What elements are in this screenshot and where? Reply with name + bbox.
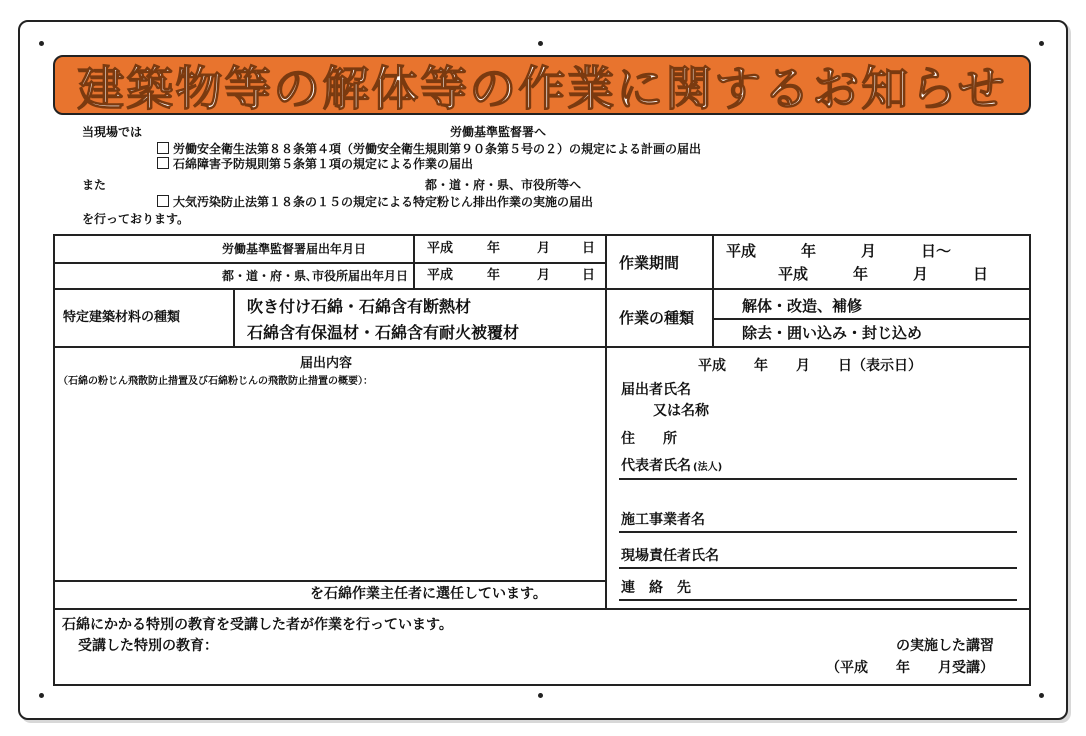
- table-line: [233, 288, 235, 348]
- representative-text: 代表者氏名: [621, 458, 691, 474]
- date-month: 月: [537, 268, 551, 283]
- sign-title: [53, 55, 1031, 115]
- contractor-label: 施工事業者名: [621, 512, 705, 528]
- table-line: [53, 346, 1031, 348]
- title-text: 建築物等の解体等の作業に関するお知らせ: [77, 61, 1007, 117]
- material-line-1: 吹き付け石綿・石綿含有断熱材: [247, 297, 472, 316]
- education-label: 受講した特別の教育：: [78, 638, 218, 654]
- site-manager-label: 現場責任者氏名: [621, 548, 719, 564]
- work-type-line-1: 解体・改造、補修: [742, 297, 863, 315]
- table-line: [53, 608, 1031, 610]
- mount-hole: [39, 41, 44, 46]
- or-name: 又は名称: [653, 403, 709, 419]
- labor-date-label: 労働基準監督署届出年月日: [222, 242, 367, 256]
- date-era: 平成: [427, 241, 454, 256]
- date-era: 平成: [427, 268, 454, 283]
- notice-item-1: [157, 142, 701, 156]
- table-line: [712, 234, 714, 348]
- content-note: （石綿の粉じん飛散防止措置及び石綿粉じんの飛散防止措置の概要）：: [58, 376, 373, 387]
- display-date: 平成 年 月 日（表示日）: [698, 358, 922, 374]
- course-date: （平成 年 月受講）: [826, 660, 994, 676]
- applicant-name: 届出者氏名: [621, 382, 691, 398]
- mount-hole: [538, 41, 543, 46]
- mount-hole: [1039, 41, 1044, 46]
- notice-item-3-text: 大気汚染防止法第１８条の１５の規定による特定粉じん排出作業の実施の届出: [173, 195, 594, 209]
- mount-hole: [1039, 693, 1044, 698]
- table-line: [712, 318, 1031, 320]
- table-line: [413, 234, 415, 290]
- date-year: 年: [487, 268, 501, 283]
- pref-date-label: 都・道・府・県､市役所届出年月日: [222, 269, 409, 283]
- mount-hole: [39, 693, 44, 698]
- table-divider: [605, 234, 607, 610]
- notice-item-1-text: 労働安全衛生法第８８条第４項（労働安全衛生規則第９０条第５号の２）の規定による計画の届出: [173, 142, 702, 156]
- period-label: 作業期間: [619, 254, 680, 272]
- notice-item-2-text: 石綿障害予防規則第５条第１項の規定による作業の届出: [173, 157, 474, 171]
- date-year: 年: [487, 241, 501, 256]
- material-line-2: 石綿含有保温材・石綿含有耐火被覆材: [247, 323, 520, 342]
- period-start: 平成 年 月 日～: [726, 242, 952, 260]
- notice-intro: 当現場では: [82, 125, 143, 139]
- period-end: 平成 年 月 日: [778, 265, 989, 283]
- notice-item-2: [157, 157, 473, 171]
- prefecture-office: 都・道・府・県、市役所等へ: [425, 178, 582, 192]
- content-label: 届出内容: [300, 356, 353, 371]
- date-month: 月: [537, 241, 551, 256]
- address-label: 住 所: [621, 431, 677, 447]
- table-line: [53, 580, 606, 582]
- work-type-line-2: 除去・囲い込み・封じ込め: [742, 324, 923, 342]
- mount-hole: [538, 693, 543, 698]
- signature-line: [619, 567, 1017, 569]
- checkbox: [157, 157, 169, 169]
- table-line: [53, 288, 1031, 290]
- labor-office: 労働基準監督署へ: [450, 125, 547, 139]
- representative-label: [621, 458, 722, 476]
- contact-label: 連 絡 先: [621, 580, 691, 596]
- course-done: の実施した講習: [896, 638, 994, 654]
- notice-also: また: [82, 178, 107, 192]
- corp-text: (法人): [693, 462, 723, 473]
- signature-line: [619, 478, 1017, 480]
- work-type-label: 作業の種類: [619, 309, 695, 327]
- notice-item-3: [157, 195, 593, 209]
- education-line: 石綿にかかる特別の教育を受講した者が作業を行っています。: [62, 617, 453, 633]
- date-day: 日: [582, 241, 596, 256]
- notice-closing: を行っております。: [82, 212, 190, 226]
- signature-line: [619, 599, 1017, 601]
- date-day: 日: [582, 268, 596, 283]
- material-label: 特定建築材料の種類: [63, 310, 181, 325]
- signature-line: [619, 531, 1017, 533]
- table-line: [53, 262, 606, 264]
- supervisor-text: を石綿作業主任者に選任しています。: [310, 586, 547, 602]
- checkbox: [157, 195, 169, 207]
- checkbox: [157, 142, 169, 154]
